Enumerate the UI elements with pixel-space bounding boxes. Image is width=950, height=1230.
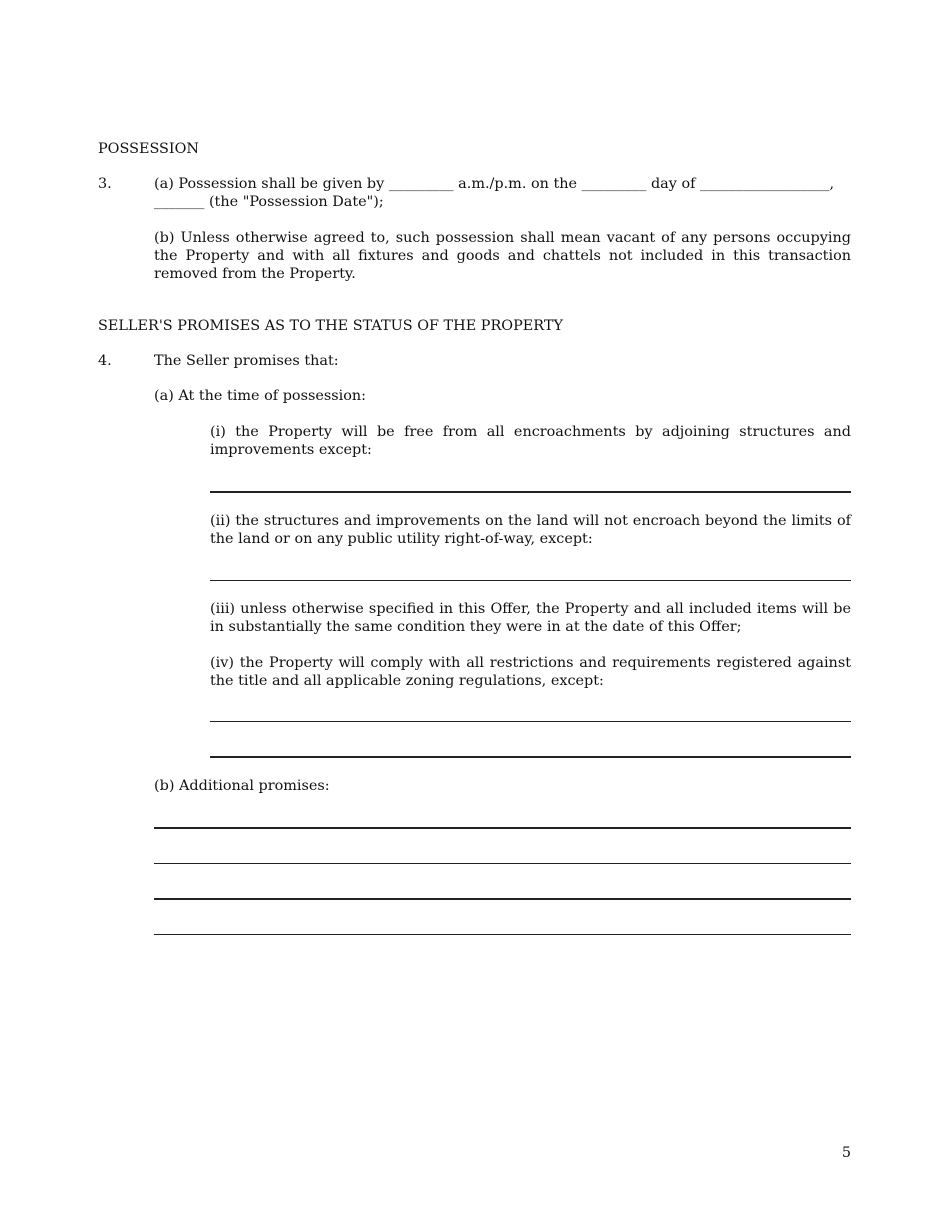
- clause-number-3: 3.: [98, 176, 112, 192]
- blank-line-4a-iv-1[interactable]: [210, 721, 851, 722]
- section-heading-possession: POSSESSION: [98, 141, 199, 157]
- page-number: 5: [841, 1145, 851, 1161]
- blank-line-4a-i[interactable]: [210, 491, 851, 493]
- clause-4a-iii-text: (iii) unless otherwise specified in this Offer, the Property and all included items will be in substantially the same condition they were in at the date of this Offer;: [210, 601, 851, 635]
- clause-4a-i-text: (i) the Property will be free from all encroachments by adjoining structures and improvements except:: [210, 424, 851, 458]
- section-heading-seller-promises: SELLER'S PROMISES AS TO THE STATUS OF THE PROPERTY: [98, 318, 563, 334]
- clause-4a-label: (a) At the time of possession:: [154, 388, 367, 404]
- clause-4a-iv-text: (iv) the Property will comply with all restrictions and requirements registered against the title and all applicable zoning regulations, except:: [210, 655, 851, 689]
- clause-3a-line2: _______ (the "Possession Date");: [154, 194, 384, 210]
- blank-line-4a-iv-2[interactable]: [210, 756, 851, 758]
- blank-line-4b-2[interactable]: [154, 863, 851, 864]
- blank-line-4b-3[interactable]: [154, 898, 851, 900]
- clause-number-4: 4.: [98, 353, 112, 369]
- blank-line-4a-ii[interactable]: [210, 580, 851, 581]
- clause-3a-line1: (a) Possession shall be given by _________ a.m./p.m. on the _________ day of __________________,: [154, 176, 835, 192]
- clause-4b-label: (b) Additional promises:: [154, 778, 330, 794]
- blank-line-4b-1[interactable]: [154, 827, 851, 829]
- clause-4-intro: The Seller promises that:: [154, 353, 339, 369]
- clause-4a-ii-text: (ii) the structures and improvements on the land will not encroach beyond the limits of the land or on any public utility right-of-way, except:: [210, 513, 851, 547]
- blank-line-4b-4[interactable]: [154, 934, 851, 935]
- clause-3b-text: (b) Unless otherwise agreed to, such possession shall mean vacant of any persons occupying the Property and with all fixtures and goods and chattels not included in this transaction removed from the Property.: [154, 230, 851, 282]
